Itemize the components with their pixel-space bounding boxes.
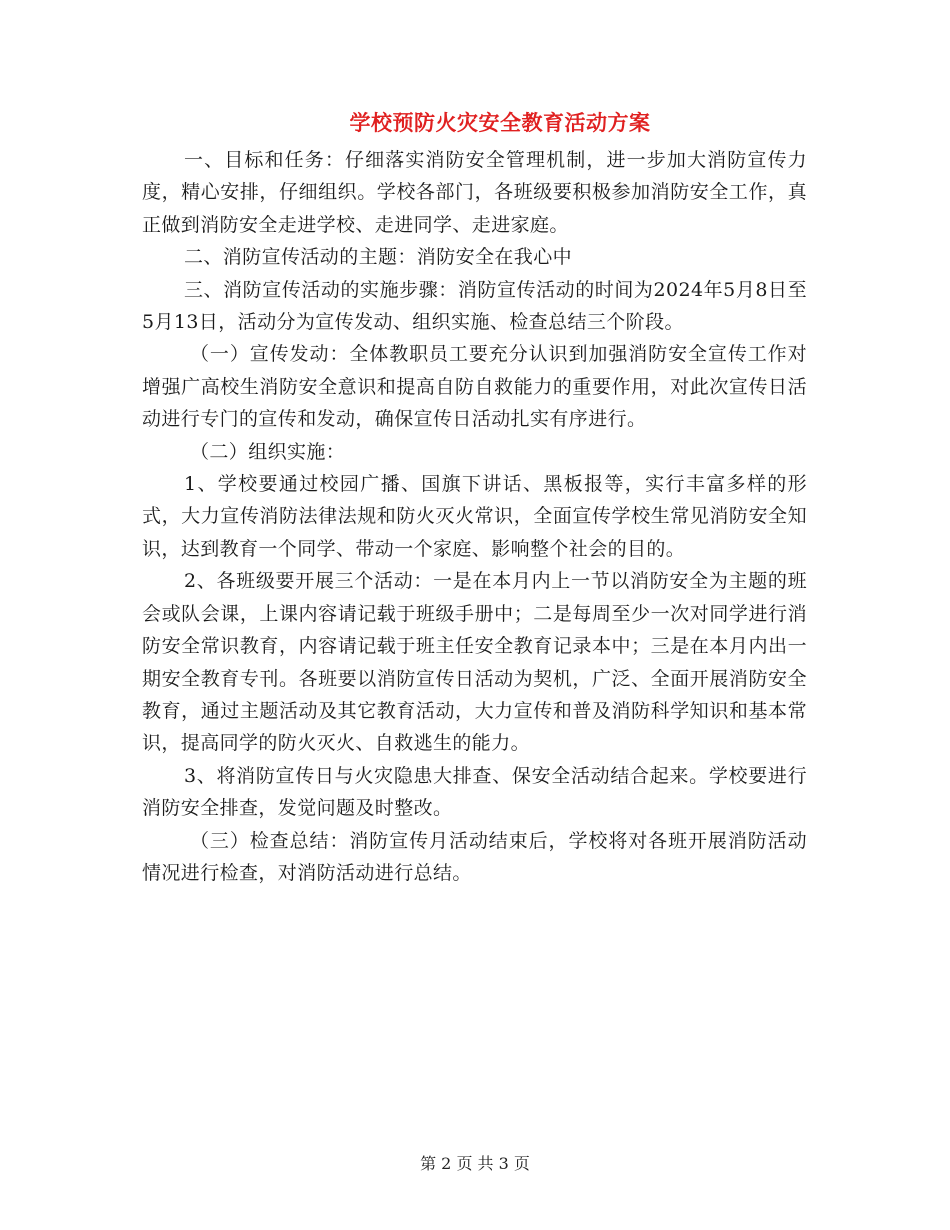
paragraph-theme: 二、消防宣传活动的主题：消防安全在我心中	[184, 246, 573, 269]
paragraph-implementation-heading: （二）组织实施：	[190, 440, 346, 463]
document-title: 学校预防火灾安全教育活动方案	[349, 110, 651, 135]
paragraph-goals: 一、目标和任务：仔细落实消防安全管理机制，进一步加大消防宣传力度，精心安排，仔细组织。学校各部门，各班级要积极参加消防安全工作，真正做到消防安全走进学校、走进同学、走进家庭。	[142, 149, 807, 236]
paragraph-item-2: 2、各班级要开展三个活动：一是在本月内上一节以消防安全为主题的班会或队会课，上课内容请记载于班级手册中；二是每周至少一次对同学进行消防安全常识教育，内容请记载于班主任安全教育记录本中；三是在本月内出一期安全教育专刊。各班要以消防宣传日活动为契机，广泛、全面开展消防安全教育，通过主题活动及其它教育活动，大力宣传和普及消防科学知识和基本常识，提高同学的防火灭火、自救逃生的能力。	[142, 570, 807, 755]
paragraph-mobilization: （一）宣传发动：全体教职员工要充分认识到加强消防安全宣传工作对增强广高校生消防安全意识和提高自防自救能力的重要作用，对此次宣传日活动进行专门的宣传和发动，确保宣传日活动扎实有序进行。	[142, 343, 807, 431]
paragraph-item-3: 3、将消防宣传日与火灾隐患大排查、保安全活动结合起来。学校要进行消防安全排查，发觉问题及时整改。	[142, 764, 807, 820]
page-footer: 第 2 页 共 3 页	[420, 1154, 530, 1173]
paragraph-steps: 三、消防宣传活动的实施步骤：消防宣传活动的时间为2024年5月8日至5月13日，活动分为宣传发动、组织实施、检查总结三个阶段。	[142, 278, 807, 334]
document-body	[142, 144, 807, 889]
paragraph-review: （三）检查总结：消防宣传月活动结束后，学校将对各班开展消防活动情况进行检查，对消防活动进行总结。	[142, 829, 807, 884]
paragraph-item-1: 1、学校要通过校园广播、国旗下讲话、黑板报等，实行丰富多样的形式，大力宣传消防法律法规和防火灭火常识，全面宣传学校生常见消防安全知识，达到教育一个同学、带动一个家庭、影响整个社会的目的。	[142, 473, 807, 560]
